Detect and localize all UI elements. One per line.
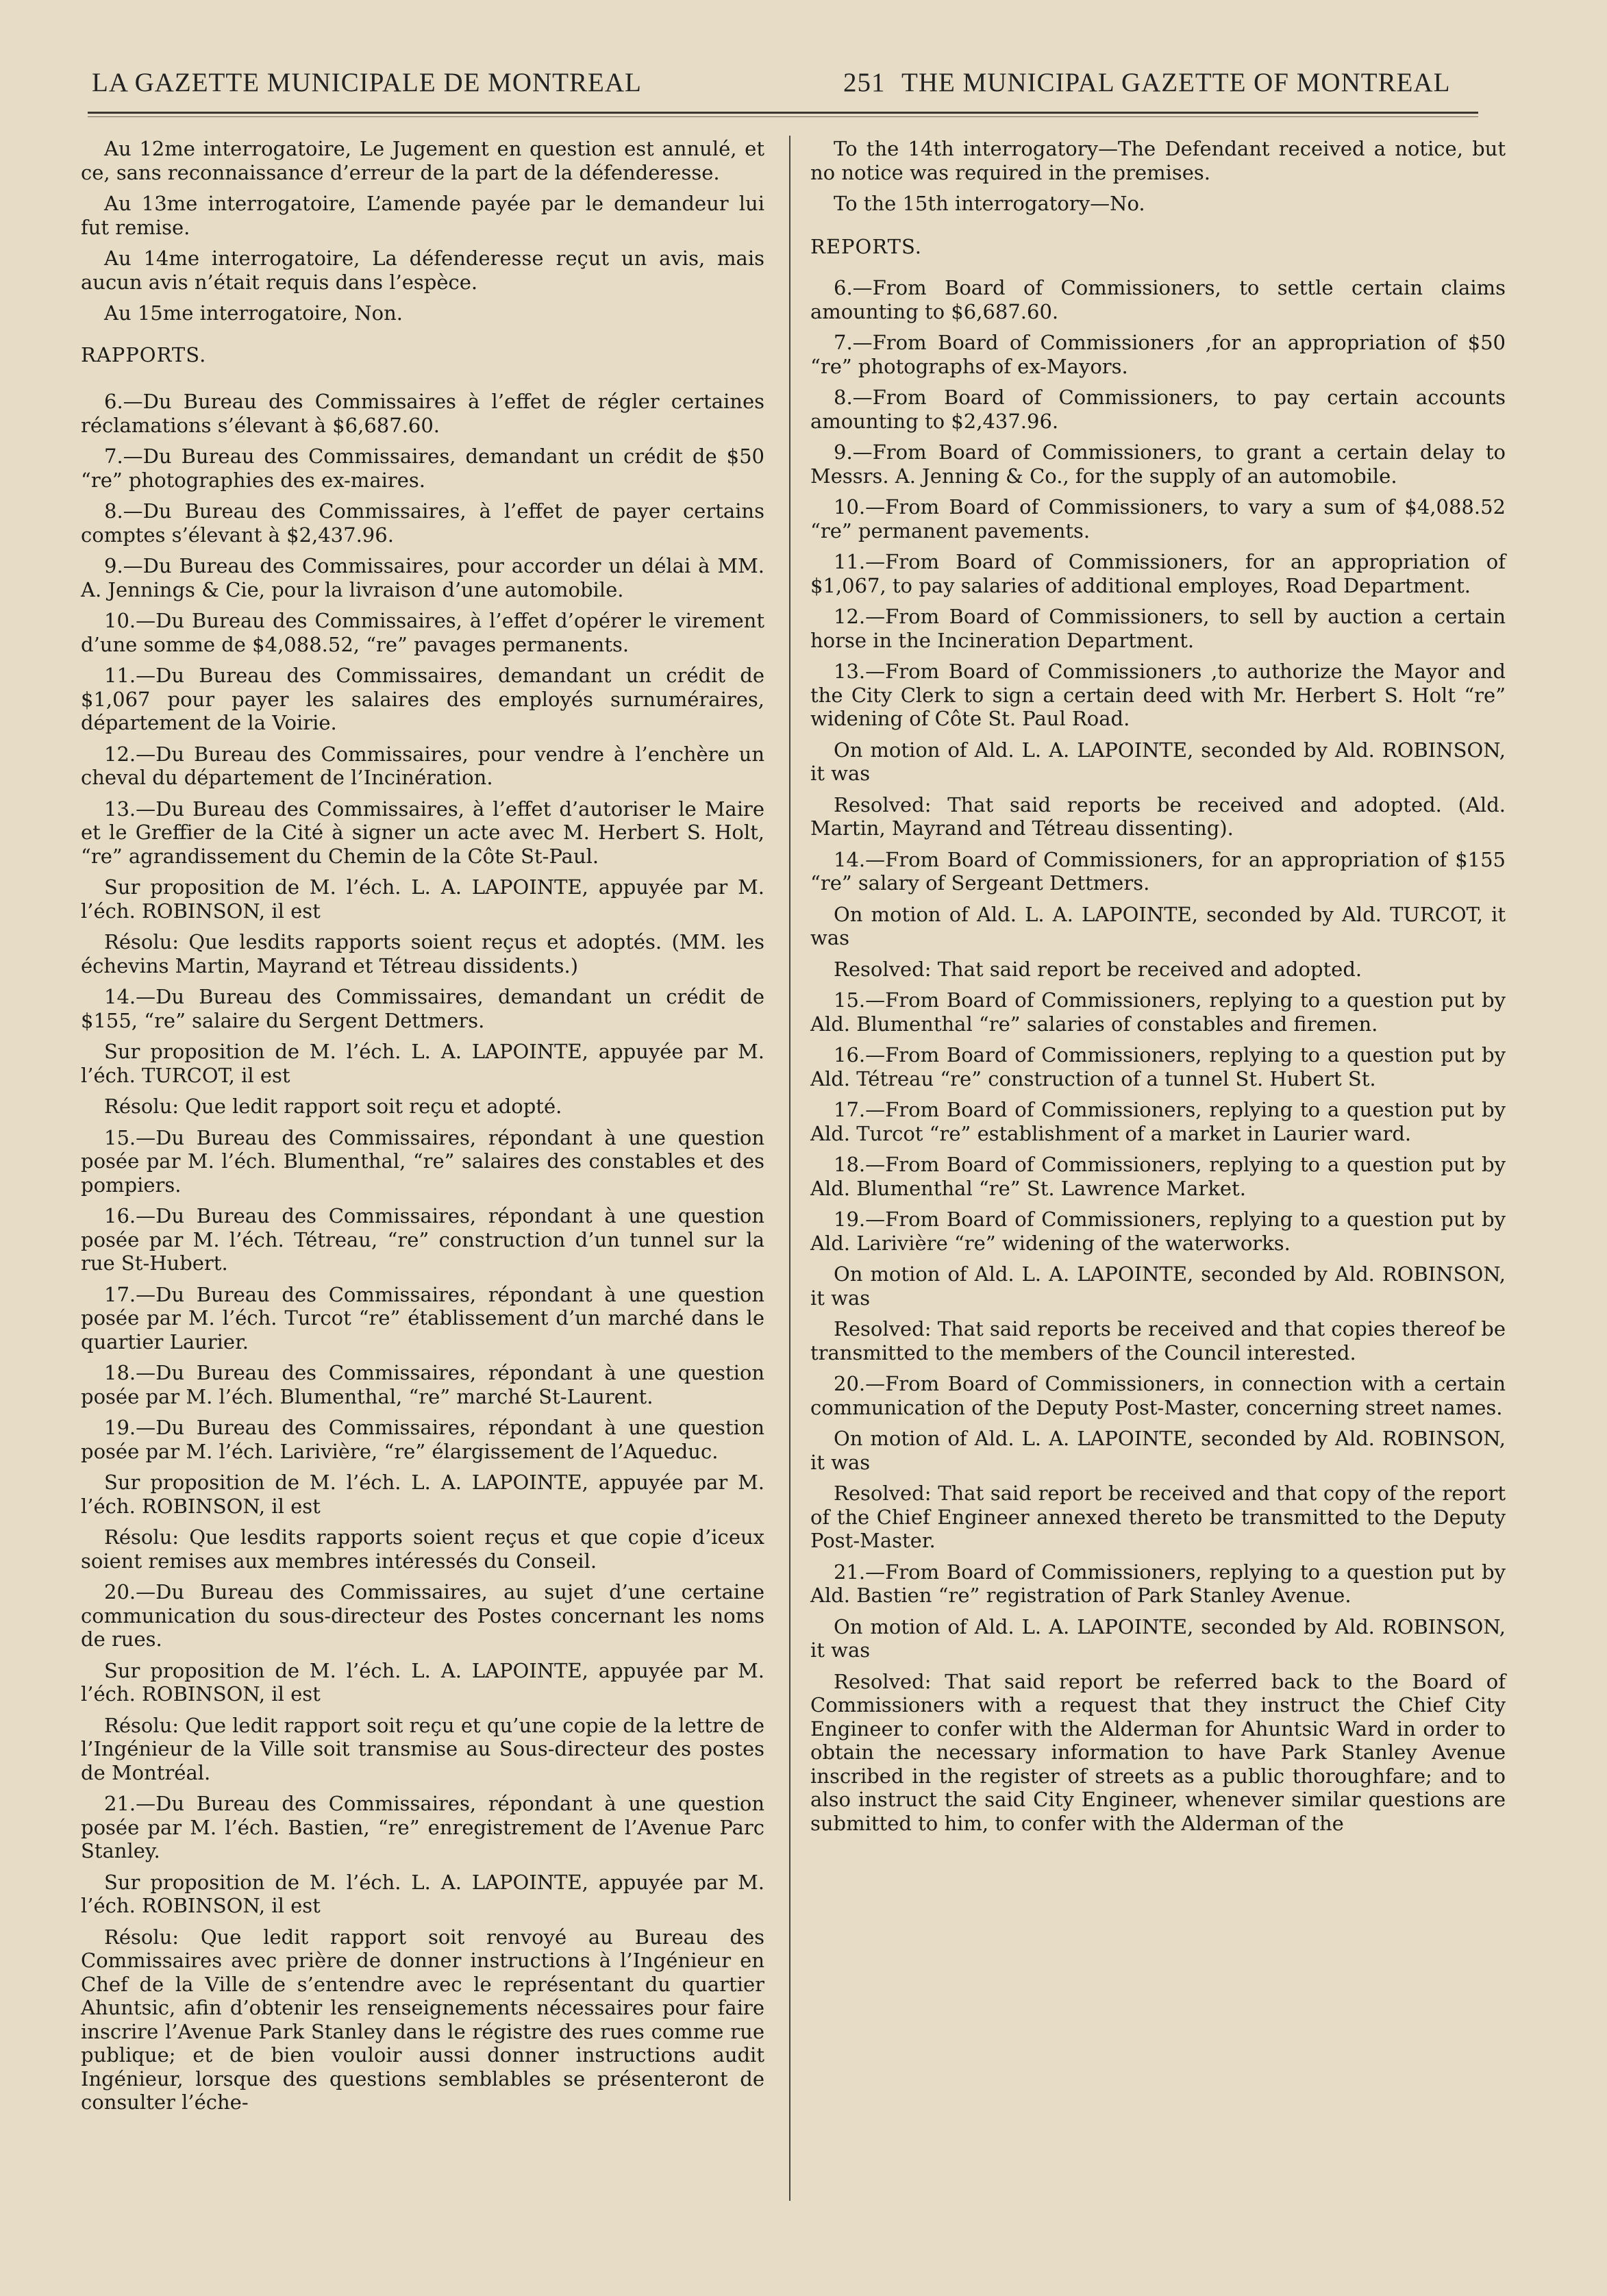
report-item: 9.—Du Bureau des Commissaires, pour accorder un délai à MM. A. Jennings & Cie, pour la livraison d’une automobile. [81, 554, 764, 601]
section-heading-reports: REPORTS. [810, 234, 923, 258]
header-rule-thin [88, 116, 1478, 117]
motion-paragraph: Sur proposition de M. l’éch. L. A. LAPOINTE, appuyée par M. l’éch. TURCOT, il est [81, 1040, 764, 1087]
report-item: 7.—Du Bureau des Commissaires, demandant un crédit de $50 “re” photographies des ex-maires. [81, 445, 764, 492]
report-item: 17.—Du Bureau des Commissaires, répondant à une question posée par M. l’éch. Turcot “re” établissement d’un marché dans le quartier Laurier. [81, 1282, 764, 1353]
report-item: 11.—Du Bureau des Commissaires, demandant un crédit de $1,067 pour payer les salaires des employés surnuméraires, département de la Voirie. [81, 664, 764, 734]
resolution-paragraph: Resolved: That said report be received and that copy of the report of the Chief Engineer annexed thereto be transmitted to the Deputy Post-Master. [810, 1482, 1506, 1552]
motion-paragraph: On motion of Ald. L. A. LAPOINTE, seconded by Ald. TURCOT, it was [810, 902, 1506, 949]
motion-paragraph: Sur proposition de M. l’éch. L. A. LAPOINTE, appuyée par M. l’éch. ROBINSON, il est [81, 1471, 764, 1518]
resolution-paragraph: Résolu: Que ledit rapport soit renvoyé au Bureau des Commissaires avec prière de donner instructions à l’Ingénieur en Chef de la Ville de s’entendre avec le représentant du quartier Ahuntsic, afin d’obtenir les renseignements nécessaires pour faire inscrire l’Avenue Park Stanley dans le régistre des rues comme rue publique; et de bien vouloir aussi donner instructions audit Ingénieur, lorsque des questions semblables se présenteront de consulter l’éche- [81, 1925, 764, 2114]
report-item: 21.—Du Bureau des Commissaires, répondant à une question posée par M. l’éch. Bastien, “re” enregistrement de l’Avenue Parc Stanley. [81, 1792, 764, 1862]
report-item: 14.—From Board of Commissioners, for an appropriation of $155 “re” salary of Sergeant Dettmers. [810, 847, 1506, 895]
report-item: 14.—Du Bureau des Commissaires, demandant un crédit de $155, “re” salaire du Sergent Dettmers. [81, 985, 764, 1032]
report-item: 18.—From Board of Commissioners, replying to a question put by Ald. Blumenthal “re” St. Lawrence Market. [810, 1153, 1506, 1200]
report-item: 7.—From Board of Commissioners ,for an appropriation of $50 “re” photographs of ex-Mayors. [810, 331, 1506, 378]
report-item: 13.—From Board of Commissioners ,to authorize the Mayor and the City Clerk to sign a certain deed with Mr. Herbert S. Holt “re” widening of Côte St. Paul Road. [810, 660, 1506, 730]
report-item: 8.—Du Bureau des Commissaires, à l’effet de payer certains comptes s’élevant à $2,437.96. [81, 499, 764, 547]
header-title-english: THE MUNICIPAL GAZETTE OF MONTREAL [901, 68, 1451, 97]
report-item: 21.—From Board of Commissioners, replying to a question put by Ald. Bastien “re” registration of Park Stanley Avenue. [810, 1560, 1506, 1607]
report-item: 19.—From Board of Commissioners, replying to a question put by Ald. Larivière “re” widening of the waterworks. [810, 1208, 1506, 1255]
paragraph: To the 15th interrogatory—No. [834, 192, 1145, 215]
report-item: 13.—Du Bureau des Commissaires, à l’effet d’autoriser le Maire et le Greffier de la Cité à signer un acte avec M. Herbert S. Holt, “re” agrandissement du Chemin de la Côte St-Paul. [81, 797, 764, 868]
report-item: 20.—Du Bureau des Commissaires, au sujet d’une certaine communication du sous-directeur des Postes concernant les noms de rues. [81, 1580, 764, 1651]
motion-paragraph: Sur proposition de M. l’éch. L. A. LAPOINTE, appuyée par M. l’éch. ROBINSON, il est [81, 1658, 764, 1706]
resolution-paragraph: Résolu: Que ledit rapport soit reçu et qu’une copie de la lettre de l’Ingénieur de la Ville soit transmise au Sous-directeur des postes de Montréal. [81, 1713, 764, 1784]
paragraph: Au 13me interrogatoire, L’amende payée par le demandeur lui fut remise. [81, 192, 764, 239]
report-item: 10.—Du Bureau des Commissaires, à l’effet d’opérer le virement d’une somme de $4,088.52, “re” pavages permanents. [81, 609, 764, 656]
motion-paragraph: On motion of Ald. L. A. LAPOINTE, seconded by Ald. ROBINSON, it was [810, 1427, 1506, 1474]
report-item: 12.—Du Bureau des Commissaires, pour vendre à l’enchère un cheval du département de l’Incinération. [81, 742, 764, 789]
section-heading-rapports: RAPPORTS. [81, 342, 207, 366]
resolution-paragraph: Resolved: That said report be referred back to the Board of Commissioners with a request that they instruct the Chief City Engineer to confer with the Alderman for Ahuntsic Ward in order to obtain the necessary information to have Park Stanley Avenue inscribed in the register of streets as a public thoroughfare; and to also instruct the said City Engineer, whenever similar questions are submitted to him, to confer with the Alderman of the [810, 1669, 1506, 1835]
report-item: 19.—Du Bureau des Commissaires, répondant à une question posée par M. l’éch. Larivière, “re” élargissement de l’Aqueduc. [81, 1416, 764, 1463]
report-item: 17.—From Board of Commissioners, replying to a question put by Ald. Turcot “re” establishment of a market in Laurier ward. [810, 1098, 1506, 1145]
report-item: 20.—From Board of Commissioners, in connection with a certain communication of the Deputy Post-Master, concerning street names. [810, 1372, 1506, 1419]
paragraph: Au 15me interrogatoire, Non. [104, 301, 403, 325]
report-item: 15.—Du Bureau des Commissaires, répondant à une question posée par M. l’éch. Blumenthal, “re” salaires des constables et des pompiers. [81, 1125, 764, 1197]
motion-paragraph: On motion of Ald. L. A. LAPOINTE, seconded by Ald. ROBINSON, it was [810, 738, 1506, 785]
report-item: 8.—From Board of Commissioners, to pay certain accounts amounting to $2,437.96. [810, 386, 1506, 433]
resolution-paragraph: Resolved: That said report be received and adopted. [834, 957, 1362, 981]
resolution-paragraph: Résolu: Que lesdits rapports soient reçus et adoptés. (MM. les échevins Martin, Mayrand et Tétreau dissidents.) [81, 930, 764, 977]
report-item: 9.—From Board of Commissioners, to grant a certain delay to Messrs. A. Jenning & Co., for the supply of an automobile. [810, 440, 1506, 488]
header-rule [88, 112, 1478, 114]
motion-paragraph: On motion of Ald. L. A. LAPOINTE, seconded by Ald. ROBINSON, it was [810, 1614, 1506, 1662]
resolution-paragraph: Résolu: Que lesdits rapports soient reçus et que copie d’iceux soient remises aux membres intéressés du Conseil. [81, 1525, 764, 1573]
french-column [81, 137, 764, 2122]
resolution-paragraph: Résolu: Que ledit rapport soit reçu et adopté. [104, 1095, 562, 1118]
paragraph: Au 14me interrogatoire, La défenderesse reçut un avis, mais aucun avis n’était requis dans l’espèce. [81, 247, 764, 294]
motion-paragraph: Sur proposition de M. l’éch. L. A. LAPOINTE, appuyée par M. l’éch. ROBINSON, il est [81, 875, 764, 923]
english-column [810, 137, 1506, 1843]
report-item: 16.—Du Bureau des Commissaires, répondant à une question posée par M. l’éch. Tétreau, “re” construction d’un tunnel sur la rue St-Hubert. [81, 1204, 764, 1275]
paragraph: Au 12me interrogatoire, Le Jugement en question est annulé, et ce, sans reconnaissance d’erreur de la part de la défenderesse. [81, 137, 764, 184]
resolution-paragraph: Resolved: That said reports be received and adopted. (Ald. Martin, Mayrand and Tétreau dissenting). [810, 793, 1506, 840]
paragraph: To the 14th interrogatory—The Defendant received a notice, but no notice was required in the premises. [810, 137, 1506, 184]
report-item: 12.—From Board of Commissioners, to sell by auction a certain horse in the Incineration Department. [810, 605, 1506, 652]
report-item: 16.—From Board of Commissioners, replying to a question put by Ald. Tétreau “re” construction of a tunnel St. Hubert St. [810, 1043, 1506, 1090]
motion-paragraph: On motion of Ald. L. A. LAPOINTE, seconded by Ald. ROBINSON, it was [810, 1262, 1506, 1310]
page-header [81, 63, 1492, 104]
report-item: 15.—From Board of Commissioners, replying to a question put by Ald. Blumenthal “re” salaries of constables and firemen. [810, 988, 1506, 1036]
report-item: 18.—Du Bureau des Commissaires, répondant à une question posée par M. l’éch. Blumenthal, “re” marché St-Laurent. [81, 1361, 764, 1408]
motion-paragraph: Sur proposition de M. l’éch. L. A. LAPOINTE, appuyée par M. l’éch. ROBINSON, il est [81, 1870, 764, 1917]
page-number: 251 [843, 68, 886, 97]
resolution-paragraph: Resolved: That said reports be received and that copies thereof be transmitted to the members of the Council interested. [810, 1317, 1506, 1364]
report-item: 10.—From Board of Commissioners, to vary a sum of $4,088.52 “re” permanent pavements. [810, 495, 1506, 542]
header-title-french: LA GAZETTE MUNICIPALE DE MONTREAL [92, 68, 642, 97]
report-item: 11.—From Board of Commissioners, for an appropriation of $1,067, to pay salaries of additional employes, Road Department. [810, 550, 1506, 597]
column-divider [789, 136, 790, 2201]
report-item: 6.—From Board of Commissioners, to settle certain claims amounting to $6,687.60. [810, 276, 1506, 323]
report-item: 6.—Du Bureau des Commissaires à l’effet de régler certaines réclamations s’élevant à $6,687.60. [81, 390, 764, 437]
